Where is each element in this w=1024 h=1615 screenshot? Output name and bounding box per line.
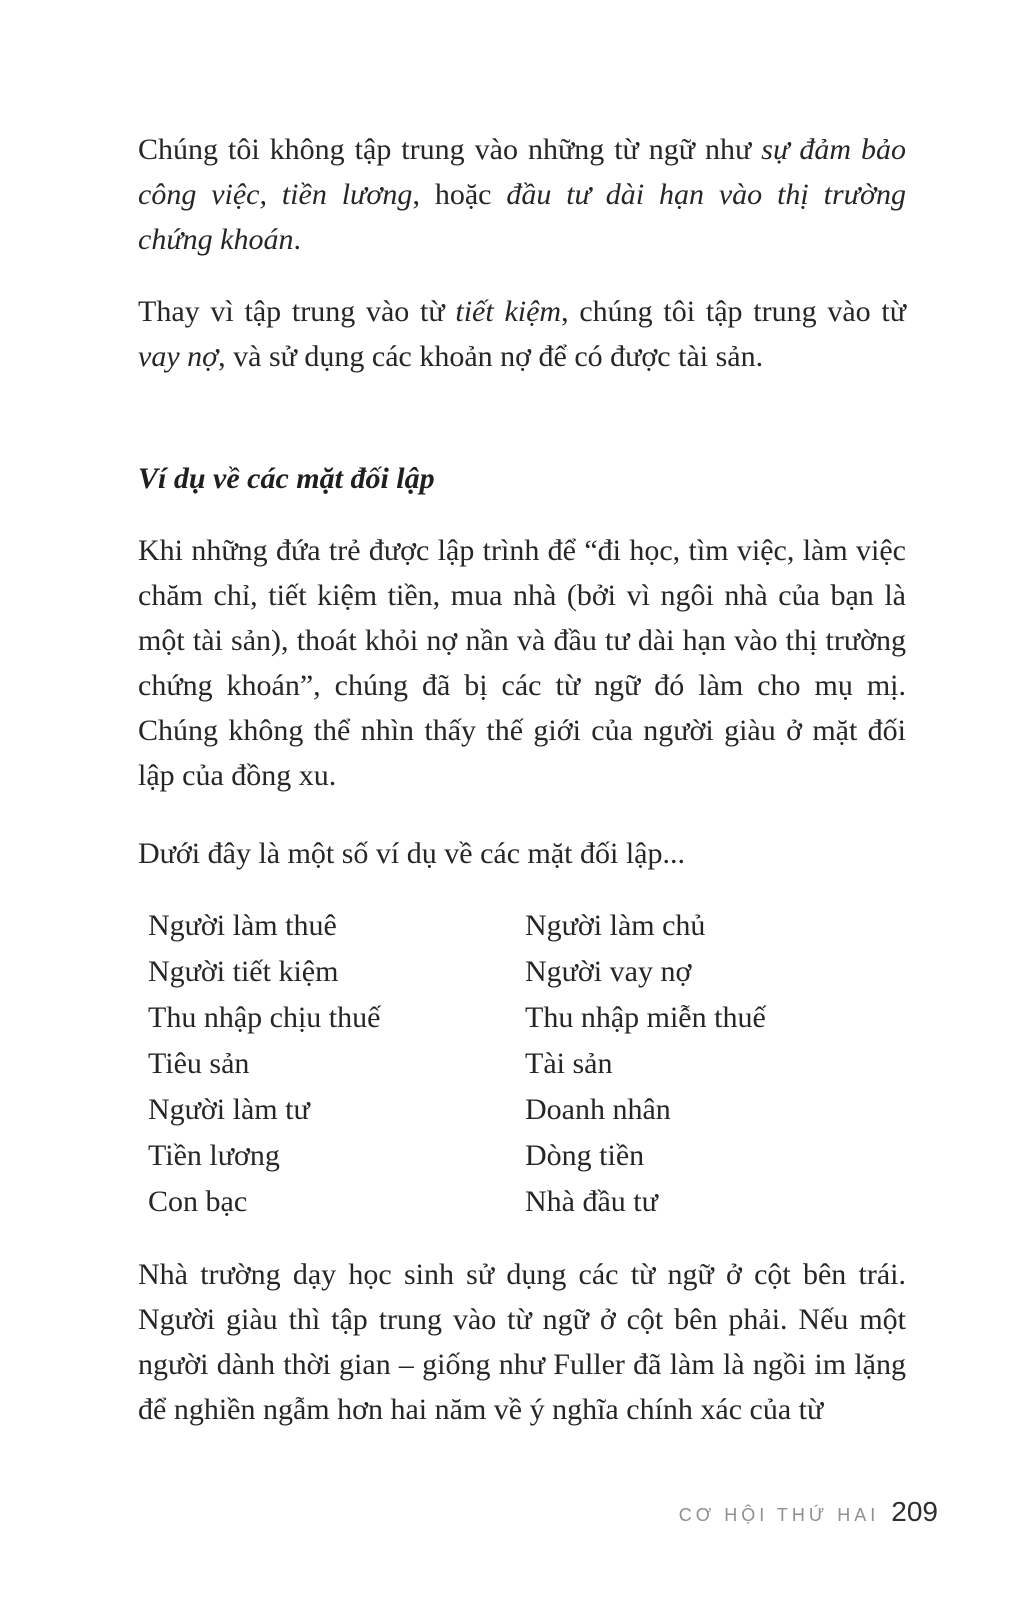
opposites-left-item: Người làm tư (148, 1093, 310, 1126)
opposites-right-item: Người làm chủ (525, 909, 706, 942)
paragraph-5: Nhà trường dạy học sinh sử dụng các từ ngữ ở cột bên trái. Người giàu thì tập trung vào từ ngữ ở cột bên phải. Nếu một người dành thời gian – giống như Fuller đã làm là ngồi im lặng để nghiền ngẫm hơn hai năm về ý nghĩa chính xác của từ (138, 1258, 906, 1426)
opposites-left-item: Tiền lương (148, 1139, 280, 1172)
opposites-left-item: Tiêu sản (148, 1047, 250, 1080)
paragraph-1-text: , hoặc (412, 178, 507, 211)
paragraph-4: Dưới đây là một số ví dụ về các mặt đối lập... (138, 837, 686, 870)
paragraph-2 (138, 289, 906, 379)
paragraph-1-italic-phrase: sự đảm bảo công việc, tiền lương (138, 133, 906, 211)
opposites-right-item: Tài sản (525, 1047, 613, 1080)
opposites-left-item: Thu nhập chịu thuế (148, 1001, 381, 1034)
footer-page-number: 209 (891, 1496, 938, 1527)
paragraph-2-italic-phrase: vay nợ (138, 340, 219, 373)
opposites-list (148, 903, 906, 1225)
section-heading: Ví dụ về các mặt đối lập (138, 462, 435, 495)
paragraph-2-text: , và sử dụng các khoản nợ để có được tài sản. (218, 340, 764, 373)
paragraph-1-text: Chúng tôi không tập trung vào những từ ngữ như (138, 133, 762, 166)
opposites-right-item: Doanh nhân (525, 1093, 671, 1126)
opposites-left-item: Người tiết kiệm (148, 955, 339, 988)
opposites-right-item: Người vay nợ (525, 955, 692, 988)
page-footer (679, 1496, 938, 1528)
opposites-right-item: Thu nhập miễn thuế (525, 1001, 766, 1034)
page-content (138, 0, 906, 1432)
opposites-left-item: Con bạc (148, 1185, 248, 1218)
paragraph-2-text: , chúng tôi tập trung vào từ (561, 295, 907, 328)
paragraph-1-italic-phrase: đầu tư dài hạn vào thị trường chứng khoán (138, 178, 906, 256)
opposites-right-item: Dòng tiền (525, 1139, 645, 1172)
opposites-right-item: Nhà đầu tư (525, 1185, 658, 1218)
opposites-left-item: Người làm thuê (148, 909, 337, 942)
paragraph-2-text: Thay vì tập trung vào từ (138, 295, 456, 328)
footer-book-title: CƠ HỘI THỨ HAI (678, 1505, 880, 1525)
paragraph-2-italic-phrase: tiết kiệm (455, 295, 562, 328)
paragraph-1-text: . (293, 223, 301, 256)
paragraph-3: Khi những đứa trẻ được lập trình để “đi học, tìm việc, làm việc chăm chỉ, tiết kiệm tiền, mua nhà (bởi vì ngôi nhà của bạn là một tài sản), thoát khỏi nợ nần và đầu tư dài hạn vào thị trường chứng khoán”, chúng đã bị các từ ngữ đó làm cho mụ mị. Chúng không thể nhìn thấy thế giới của người giàu ở mặt đối lập của đồng xu. (138, 534, 906, 792)
paragraph-1 (138, 127, 906, 262)
